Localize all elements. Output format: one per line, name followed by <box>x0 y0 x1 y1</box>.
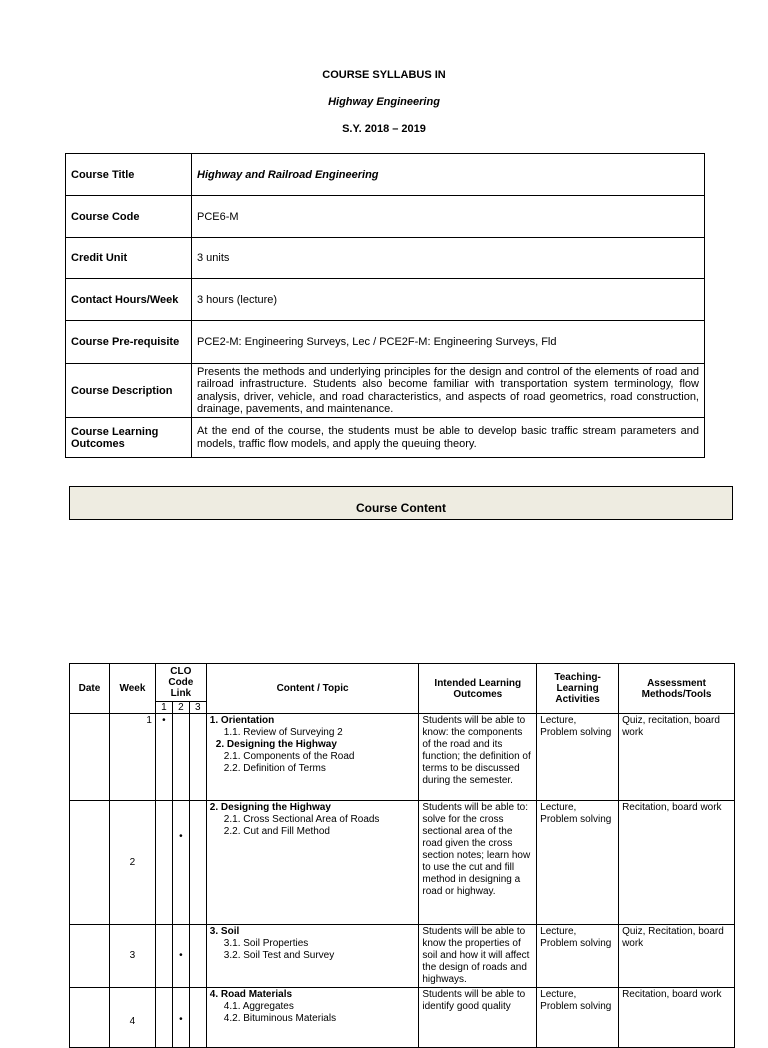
clo-2-header: 2 <box>172 702 189 714</box>
date-cell <box>70 988 110 1048</box>
topic-title: 4. Road Materials <box>209 989 293 1000</box>
clo-mark: • <box>179 950 183 961</box>
topic-cell <box>206 801 419 925</box>
clo-2-cell <box>172 801 189 925</box>
prerequisite-label: Course Pre-requisite <box>66 321 192 364</box>
clo-1-header: 1 <box>155 702 172 714</box>
clo-3-cell <box>189 988 206 1048</box>
course-title-row <box>66 154 705 196</box>
credit-unit-label: Credit Unit <box>66 238 192 279</box>
learning-outcomes-row <box>66 418 705 458</box>
contact-hours-row <box>66 279 705 321</box>
clo-2-cell <box>172 925 189 988</box>
clo-mark: • <box>179 1014 183 1025</box>
clo-1-cell <box>155 714 172 801</box>
tla-cell: Lecture, Problem solving <box>537 714 619 801</box>
tla-cell: Lecture, Problem solving <box>537 988 619 1048</box>
ilo-header: Intended Learning Outcomes <box>419 664 537 714</box>
clo-2-cell <box>172 714 189 801</box>
school-year: S.Y. 2018 – 2019 <box>342 123 426 135</box>
ilo-cell: Students will be able to know: the components of the road and its function; the definition of terms to be discussed during the semester. <box>419 714 537 801</box>
credit-unit-value: 3 units <box>192 238 705 279</box>
subtopic: 3.1. Soil Properties <box>223 938 309 949</box>
tla-cell: Lecture, Problem solving <box>537 801 619 925</box>
topic-title: 2. Designing the Highway <box>215 739 337 750</box>
course-title-label: Course Title <box>66 154 192 196</box>
learning-outcomes-value: At the end of the course, the students must be able to develop basic traffic stream parameters and models, traffic flow models, and apply the queuing theory. <box>192 418 705 458</box>
subtopic: 2.1. Cross Sectional Area of Roads <box>223 814 380 825</box>
course-code-value: PCE6-M <box>192 196 705 238</box>
clo-3-header: 3 <box>189 702 206 714</box>
date-cell <box>70 801 110 925</box>
subtopic: 1.1. Review of Surveying 2 <box>223 727 343 738</box>
date-cell <box>70 714 110 801</box>
description-row <box>66 364 705 418</box>
learning-outcomes-label: Course Learning Outcomes <box>66 418 192 458</box>
table-row <box>70 925 735 988</box>
topic-cell <box>206 988 419 1048</box>
syllabus-heading: COURSE SYLLABUS IN <box>322 69 446 81</box>
clo-3-cell <box>189 801 206 925</box>
subtopic: 4.2. Bituminous Materials <box>223 1013 337 1024</box>
week-cell: 2 <box>109 801 155 925</box>
subtopic: 2.2. Definition of Terms <box>223 763 326 774</box>
contact-hours-label: Contact Hours/Week <box>66 279 192 321</box>
description-label: Course Description <box>66 364 192 418</box>
tla-header: Teaching-Learning Activities <box>537 664 619 714</box>
tla-cell: Lecture, Problem solving <box>537 925 619 988</box>
assessment-cell: Quiz, Recitation, board work <box>619 925 735 988</box>
subtopic: 3.2. Soil Test and Survey <box>223 950 335 961</box>
clo-3-cell <box>189 925 206 988</box>
week-header: Week <box>109 664 155 714</box>
subtopic: 4.1. Aggregates <box>223 1001 294 1012</box>
week-cell: 3 <box>109 925 155 988</box>
topic-cell <box>206 925 419 988</box>
ilo-cell: Students will be able to: solve for the cross sectional area of the road given the cross section notes; learn how to use the cut and fill method in designing a road or highway. <box>419 801 537 925</box>
subtopic: 2.2. Cut and Fill Method <box>223 826 330 837</box>
clo-header: CLO Code Link <box>155 664 206 702</box>
topic-title: 3. Soil <box>209 926 240 937</box>
clo-mark: • <box>162 715 166 726</box>
subject-name: Highway Engineering <box>328 96 440 108</box>
assessment-cell: Quiz, recitation, board work <box>619 714 735 801</box>
course-info-table <box>65 153 705 458</box>
course-content-table <box>69 663 735 1048</box>
content-header-row <box>70 664 735 702</box>
course-content-banner: Course Content <box>69 486 733 520</box>
week-cell: 4 <box>109 988 155 1048</box>
table-row <box>70 801 735 925</box>
assessment-header: Assessment Methods/Tools <box>619 664 735 714</box>
assessment-cell: Recitation, board work <box>619 988 735 1048</box>
assessment-cell: Recitation, board work <box>619 801 735 925</box>
course-title-value: Highway and Railroad Engineering <box>192 154 705 196</box>
credit-unit-row <box>66 238 705 279</box>
clo-1-cell <box>155 988 172 1048</box>
contact-hours-value: 3 hours (lecture) <box>192 279 705 321</box>
ilo-cell: Students will be able to know the properties of soil and how it will affect the design of roads and highways. <box>419 925 537 988</box>
topic-title: 1. Orientation <box>209 715 275 726</box>
table-row <box>70 988 735 1048</box>
date-header: Date <box>70 664 110 714</box>
topic-cell <box>206 714 419 801</box>
description-value: Presents the methods and underlying principles for the design and control of the elements of road and railroad infrastructure. Students also become familiar with transportation system terminology, flow analysis, driver, vehicle, and road characteristics, and aspects of road geometrics, road construction, drainage, pavements, and maintenance. <box>192 364 705 418</box>
table-row <box>70 714 735 801</box>
ilo-cell: Students will be able to identify good quality <box>419 988 537 1048</box>
topic-title: 2. Designing the Highway <box>209 802 331 813</box>
prerequisite-row <box>66 321 705 364</box>
week-cell: 1 <box>109 714 155 801</box>
date-cell <box>70 925 110 988</box>
course-code-label: Course Code <box>66 196 192 238</box>
topic-header: Content / Topic <box>206 664 419 714</box>
course-code-row <box>66 196 705 238</box>
clo-2-cell <box>172 988 189 1048</box>
clo-3-cell <box>189 714 206 801</box>
clo-1-cell <box>155 925 172 988</box>
subtopic: 2.1. Components of the Road <box>223 751 355 762</box>
clo-1-cell <box>155 801 172 925</box>
prerequisite-value: PCE2-M: Engineering Surveys, Lec / PCE2F-M: Engineering Surveys, Fld <box>192 321 705 364</box>
clo-mark: • <box>179 831 183 842</box>
